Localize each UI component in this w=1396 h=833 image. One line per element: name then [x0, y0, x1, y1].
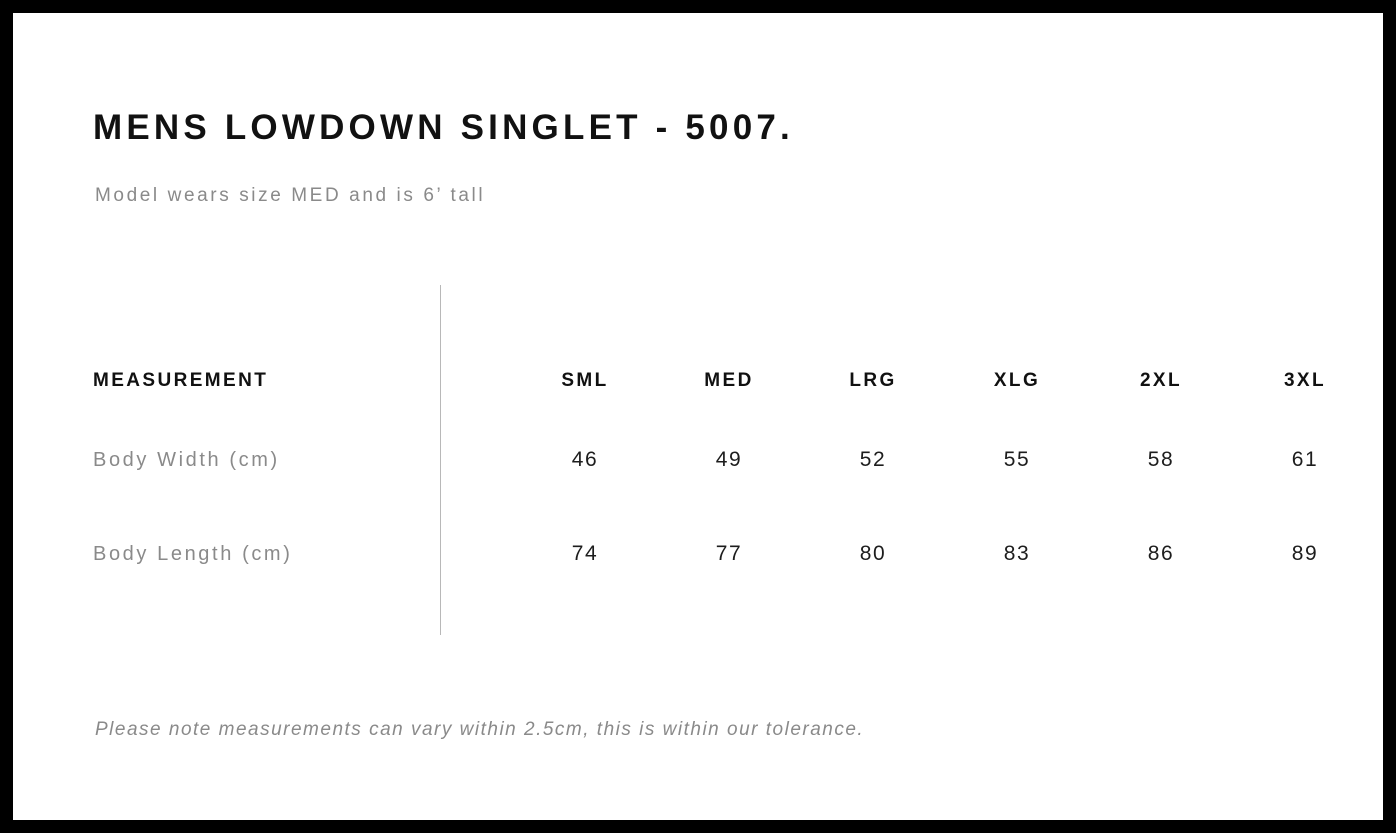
table-row	[93, 413, 1377, 507]
cell-body-length-sml: 74	[571, 542, 599, 565]
header-size-3xl: 3XL	[1283, 370, 1327, 391]
table-header	[93, 349, 1377, 413]
cell-body-length-xlg: 83	[1003, 542, 1031, 565]
table-body	[93, 413, 1377, 601]
row-label-body-length: Body Length (cm)	[93, 542, 293, 565]
cell-body-length-3xl: 89	[1291, 542, 1319, 565]
header-size-med: MED	[704, 370, 754, 391]
size-chart-table	[93, 349, 1377, 601]
cell-body-length-med: 77	[715, 542, 743, 565]
cell-body-length-lrg: 80	[859, 542, 887, 565]
model-note: Model wears size MED and is 6’ tall	[95, 185, 486, 206]
header-measurement: MEASUREMENT	[93, 370, 269, 391]
cell-body-width-sml: 46	[571, 448, 599, 471]
header-size-sml: SML	[561, 370, 609, 391]
header-size-xlg: XLG	[993, 370, 1041, 391]
page-title: MENS LOWDOWN SINGLET - 5007.	[93, 108, 794, 147]
cell-body-length-2xl: 86	[1147, 542, 1175, 565]
cell-body-width-lrg: 52	[859, 448, 887, 471]
header-size-lrg: LRG	[849, 370, 897, 391]
table-row	[93, 507, 1377, 601]
cell-body-width-xlg: 55	[1003, 448, 1031, 471]
size-chart-page	[13, 13, 1383, 820]
cell-body-width-med: 49	[715, 448, 743, 471]
content-area	[93, 13, 1343, 820]
cell-body-width-3xl: 61	[1291, 448, 1319, 471]
header-row	[93, 349, 1377, 413]
cell-body-width-2xl: 58	[1147, 448, 1175, 471]
header-size-2xl: 2XL	[1139, 370, 1183, 391]
tolerance-note: Please note measurements can vary within 2.5cm, this is within our tolerance.	[95, 719, 865, 740]
row-label-body-width: Body Width (cm)	[93, 448, 280, 471]
